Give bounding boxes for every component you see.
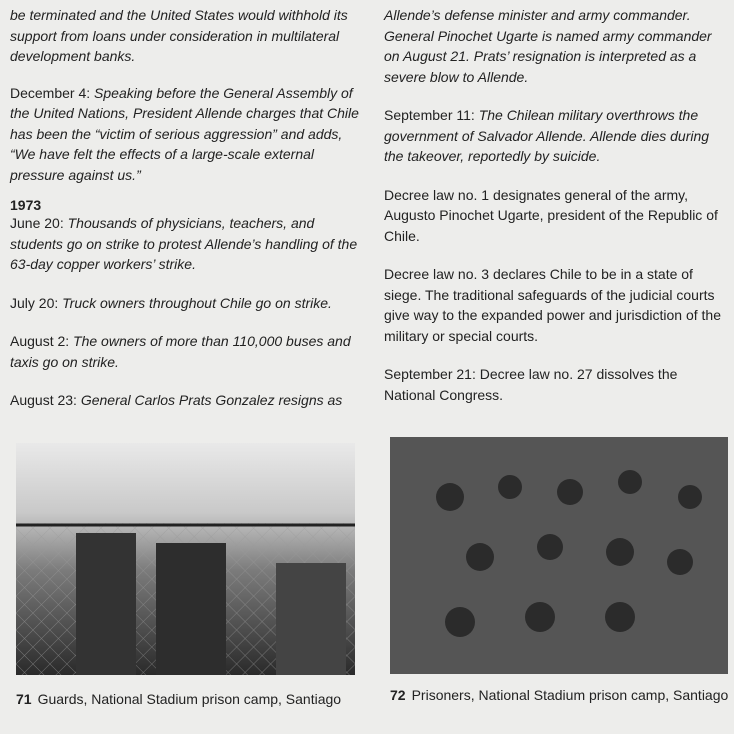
paragraph: August 2: The owners of more than 110,000 buses and taxis go on strike. bbox=[10, 333, 351, 370]
fence-pattern bbox=[16, 443, 355, 675]
year-heading: 1973 bbox=[10, 197, 42, 213]
photo-prisoners bbox=[390, 437, 728, 674]
caption-72: 72 Prisoners, National Stadium prison camp, Santiago bbox=[390, 687, 729, 703]
paragraph: July 20: Truck owners throughout Chile go on strike. bbox=[10, 294, 332, 311]
paragraph: June 20: Thousands of physicians, teachers, and students go on strike to protest Allende’s handling of the 63-day copper workers’ strike. bbox=[10, 215, 358, 272]
paragraph: be terminated and the United States would withhold its support from loans under consideration in multilateral development banks. bbox=[10, 7, 348, 64]
paragraph: August 23: General Carlos Prats Gonzalez resigns as bbox=[10, 392, 343, 408]
photo-guards bbox=[16, 443, 355, 675]
crowd-pattern bbox=[390, 437, 728, 674]
paragraph: Decree law no. 1 designates general of the army, Augusto Pinochet Ugarte, president of the Republic of Chile. bbox=[384, 186, 718, 244]
paragraph: December 4: Speaking before the General Assembly of the United Nations, President Allende charges that Chile has been the “victim of serious aggression” and adds, “We have felt the effects of a large-scale external pressure against us.” bbox=[10, 84, 359, 183]
right-column bbox=[384, 0, 728, 405]
caption-71: 71 Guards, National Stadium prison camp, Santiago bbox=[16, 691, 342, 707]
left-column bbox=[10, 0, 360, 411]
paragraph: Allende’s defense minister and army commander. General Pinochet Ugarte is named army commander on August 21. Prats’ resignation is interpreted as a severe blow to Allende. bbox=[384, 7, 712, 85]
paragraph: September 21: Decree law no. 27 dissolves the National Congress. bbox=[384, 366, 678, 403]
paragraph: September 11: The Chilean military overthrows the government of Salvador Allende. Allende dies during the takeover, reportedly by suicide. bbox=[384, 107, 710, 164]
paragraph: Decree law no. 3 declares Chile to be in a state of siege. The traditional safeguards of the judicial courts give way to the expanded power and jurisdiction of the military or special courts. bbox=[384, 266, 721, 344]
